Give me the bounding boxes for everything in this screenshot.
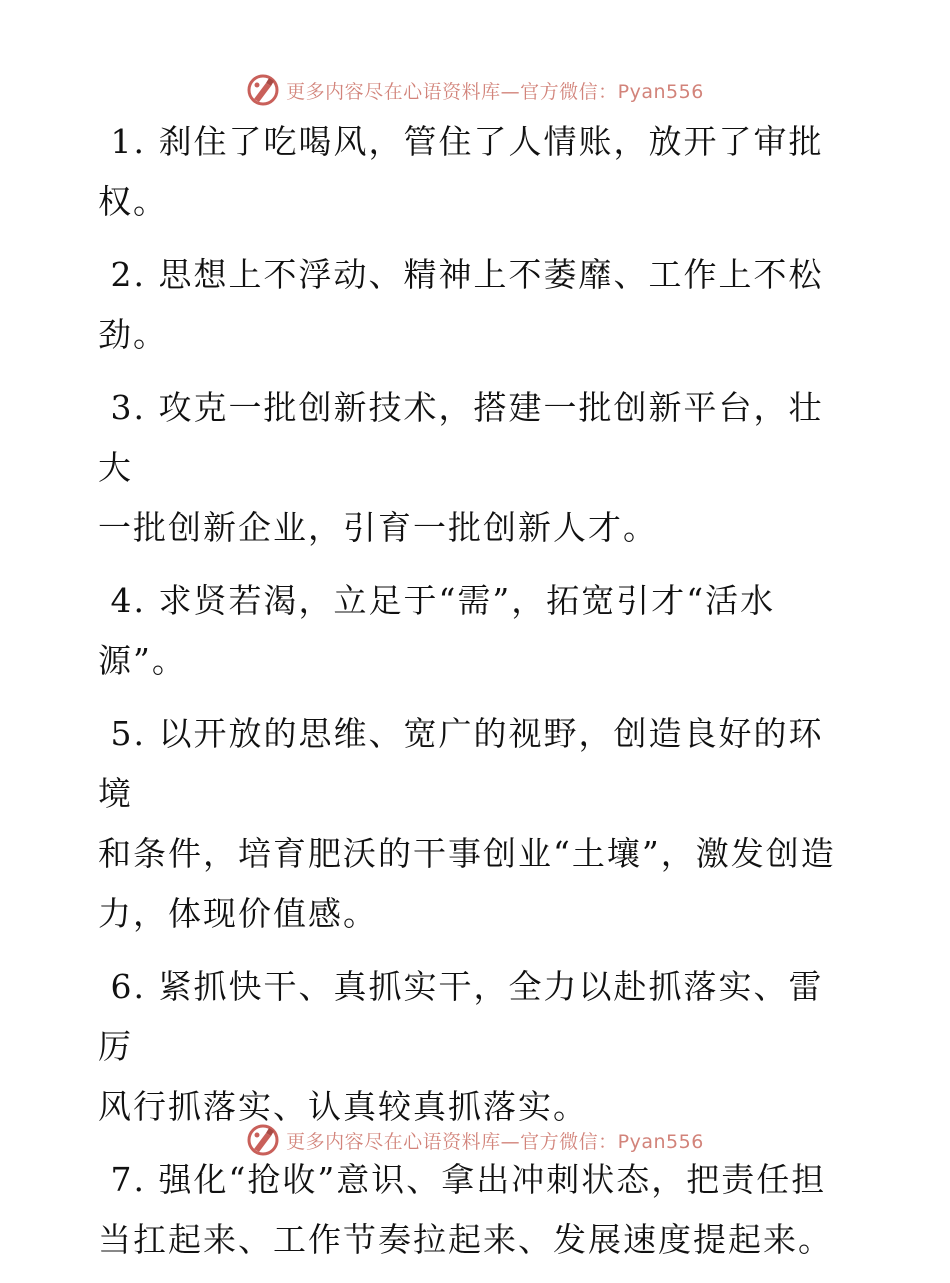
pen-logo-icon bbox=[246, 73, 280, 107]
pen-logo-icon bbox=[246, 1123, 280, 1157]
header-banner-text: 更多内容尽在心语资料库—官方微信：Pyan556 bbox=[286, 80, 704, 103]
list-item-4: 4. 求贤若渴，立足于“需”，拓宽引才“活水 源”。 bbox=[98, 581, 776, 680]
header-banner bbox=[0, 70, 950, 110]
footer-banner-text: 更多内容尽在心语资料库—官方微信：Pyan556 bbox=[286, 1130, 704, 1153]
footer-banner bbox=[0, 1120, 950, 1160]
document-body bbox=[98, 112, 858, 1283]
list-item-6: 6. 紧抓快干、真抓实干，全力以赴抓落实、雷厉 风行抓落实、认真较真抓落实。 bbox=[98, 967, 824, 1126]
list-item-5: 5. 以开放的思维、宽广的视野，创造良好的环境 和条件，培育肥沃的干事创业“土壤”，激发创造 力，体现价值感。 bbox=[98, 714, 836, 933]
list-item-2: 2. 思想上不浮动、精神上不萎靡、工作上不松 劲。 bbox=[98, 255, 824, 354]
list-item-1: 1. 刹住了吃喝风，管住了人情账，放开了审批 权。 bbox=[98, 122, 824, 221]
list-item-3: 3. 攻克一批创新技术，搭建一批创新平台，壮大 一批创新企业，引育一批创新人才。 bbox=[98, 388, 824, 547]
list-item-7: 7. 强化“抢收”意识、拿出冲刺状态，把责任担 当扛起来、工作节奏拉起来、发展速度提起来。 bbox=[98, 1160, 833, 1259]
